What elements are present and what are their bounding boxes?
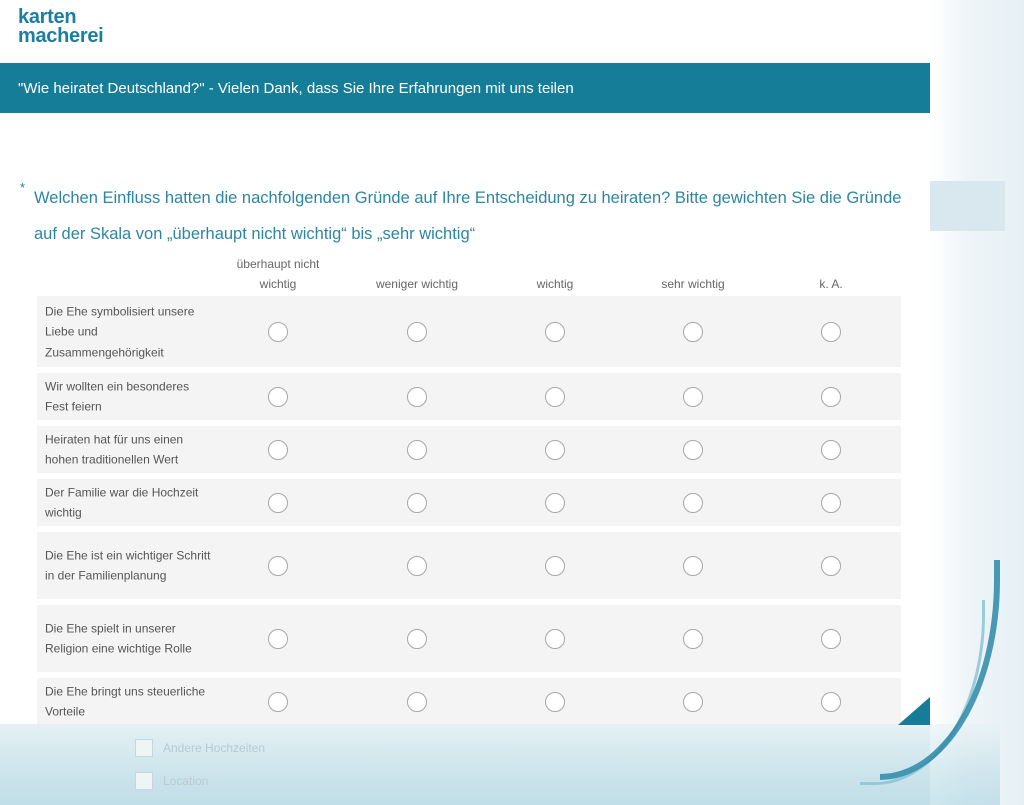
- likert-grid: [37, 250, 901, 724]
- likert-row: [37, 678, 901, 724]
- radio-option[interactable]: [821, 556, 841, 576]
- column-header: überhaupt nicht wichtig: [236, 257, 320, 291]
- likert-row: [37, 296, 901, 367]
- radio-option[interactable]: [683, 387, 703, 407]
- likert-row-label: Der Familie war die Hochzeit wichtig: [45, 485, 199, 520]
- column-header: wichtig: [536, 277, 574, 291]
- checkbox-icon: [135, 739, 153, 757]
- radio-option[interactable]: [268, 387, 288, 407]
- question-block: [20, 180, 910, 252]
- likert-row-label: Wir wollten ein besonderes Fest feiern: [45, 379, 190, 414]
- radio-option[interactable]: [683, 440, 703, 460]
- banner-title: "Wie heiratet Deutschland?" - Vielen Dank, dass Sie Ihre Erfahrungen mit uns teilen: [18, 79, 574, 97]
- radio-option[interactable]: [545, 387, 565, 407]
- radio-option[interactable]: [268, 493, 288, 513]
- survey-banner: [0, 63, 930, 113]
- column-header: sehr wichtig: [661, 277, 725, 291]
- radio-option[interactable]: [683, 629, 703, 649]
- background-checkbox-label: Andere Hochzeiten: [163, 741, 266, 755]
- side-band-decoration: [930, 181, 1005, 231]
- background-checkbox-item: [135, 770, 335, 792]
- radio-option[interactable]: [407, 556, 427, 576]
- radio-option[interactable]: [545, 692, 565, 712]
- likert-row-label: Die Ehe symbolisiert unsere Liebe und Zusammengehörigkeit: [45, 303, 195, 359]
- radio-option[interactable]: [268, 556, 288, 576]
- radio-option[interactable]: [821, 387, 841, 407]
- radio-option[interactable]: [268, 629, 288, 649]
- radio-option[interactable]: [545, 322, 565, 342]
- radio-option[interactable]: [545, 629, 565, 649]
- radio-option[interactable]: [268, 440, 288, 460]
- radio-option[interactable]: [821, 440, 841, 460]
- radio-option[interactable]: [407, 629, 427, 649]
- column-header: weniger wichtig: [375, 277, 459, 291]
- likert-row: [37, 532, 901, 599]
- corner-triangle-decoration: [898, 697, 930, 725]
- background-checkbox-item: [135, 737, 335, 759]
- radio-option[interactable]: [407, 322, 427, 342]
- radio-option[interactable]: [407, 387, 427, 407]
- radio-option[interactable]: [545, 556, 565, 576]
- radio-option[interactable]: [683, 556, 703, 576]
- likert-row-label: Heiraten hat für uns einen hohen traditionellen Wert: [45, 432, 184, 467]
- radio-option[interactable]: [268, 692, 288, 712]
- likert-row: [37, 479, 901, 526]
- radio-option[interactable]: [821, 493, 841, 513]
- radio-option[interactable]: [821, 692, 841, 712]
- radio-option[interactable]: [407, 692, 427, 712]
- radio-option[interactable]: [407, 440, 427, 460]
- radio-option[interactable]: [821, 322, 841, 342]
- checkbox-icon: [135, 772, 153, 790]
- radio-option[interactable]: [545, 493, 565, 513]
- radio-option[interactable]: [407, 493, 427, 513]
- likert-row: [37, 373, 901, 420]
- likert-row-label: Die Ehe ist ein wichtiger Schritt in der Familienplanung: [45, 548, 211, 583]
- logo-line-1: karten: [18, 6, 77, 28]
- likert-row-label: Die Ehe spielt in unserer Religion eine wichtige Rolle: [45, 621, 192, 656]
- grid-header-row: [37, 250, 901, 296]
- background-checkbox-label: Location: [163, 774, 209, 788]
- radio-option[interactable]: [683, 322, 703, 342]
- radio-option[interactable]: [683, 692, 703, 712]
- required-marker: *: [20, 180, 26, 195]
- likert-row: [37, 426, 901, 473]
- radio-option[interactable]: [683, 493, 703, 513]
- radio-option[interactable]: [821, 629, 841, 649]
- likert-row: [37, 605, 901, 672]
- likert-row-label: Die Ehe bringt uns steuerliche Vorteile: [45, 684, 206, 719]
- logo-line-2: macherei: [18, 25, 104, 47]
- radio-option[interactable]: [268, 322, 288, 342]
- column-header: k. A.: [819, 277, 843, 291]
- logo: [18, 8, 103, 46]
- radio-option[interactable]: [545, 440, 565, 460]
- question-text: Welchen Einfluss hatten die nachfolgenden Gründe auf Ihre Entscheidung zu heiraten? Bitte gewichten Sie die Gründe auf der Skala von „überhaupt nicht wichtig“ bis „sehr wichtig“: [34, 189, 902, 243]
